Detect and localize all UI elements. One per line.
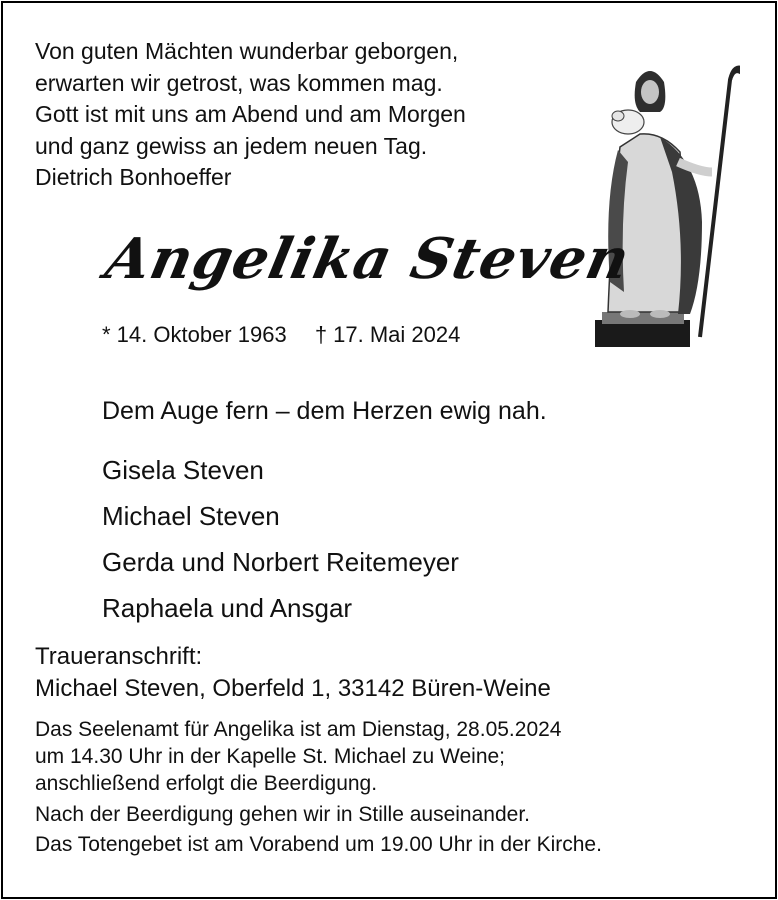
poem-line: Von guten Mächten wunderbar geborgen, [35,38,459,64]
death-date: † 17. Mai 2024 [314,322,461,347]
poem-line: Gott ist mit uns am Abend und am Morgen [35,101,466,127]
motto: Dem Auge fern – dem Herzen ewig nah. [102,397,547,425]
service-line: Das Seelenamt für Angelika ist am Dienstag, 28.05.2024 [35,718,562,741]
after-burial-line: Nach der Beerdigung gehen wir in Stille auseinander. [35,803,530,826]
mourning-address [35,641,551,705]
family-member: Raphaela und Ansgar [102,593,353,623]
family-member: Michael Steven [102,501,280,531]
jesus-shepherd-statue-icon [590,52,740,352]
service-notice [35,716,602,858]
birth-date: * 14. Oktober 1963 [102,322,287,347]
family-member: Gerda und Norbert Reitemeyer [102,547,459,577]
life-dates [102,322,460,348]
address-value: Michael Steven, Oberfeld 1, 33142 Büren-Weine [35,675,551,702]
address-label: Traueranschrift: [35,643,203,670]
service-line: anschließend erfolgt die Beerdigung. [35,772,378,795]
deceased-name: Angelika Steven [100,226,636,292]
poem-line: und ganz gewiss an jedem neuen Tag. [35,132,428,159]
family-member: Gisela Steven [102,455,264,485]
family-list [102,447,459,631]
poem-author: Dietrich Bonhoeffer [35,164,232,190]
poem [35,36,466,194]
poem-line: erwarten wir getrost, was kommen mag. [35,69,443,96]
service-line: um 14.30 Uhr in der Kapelle St. Michael zu Weine; [35,745,506,768]
prayer-line: Das Totengebet ist am Vorabend um 19.00 Uhr in der Kirche. [35,833,602,856]
